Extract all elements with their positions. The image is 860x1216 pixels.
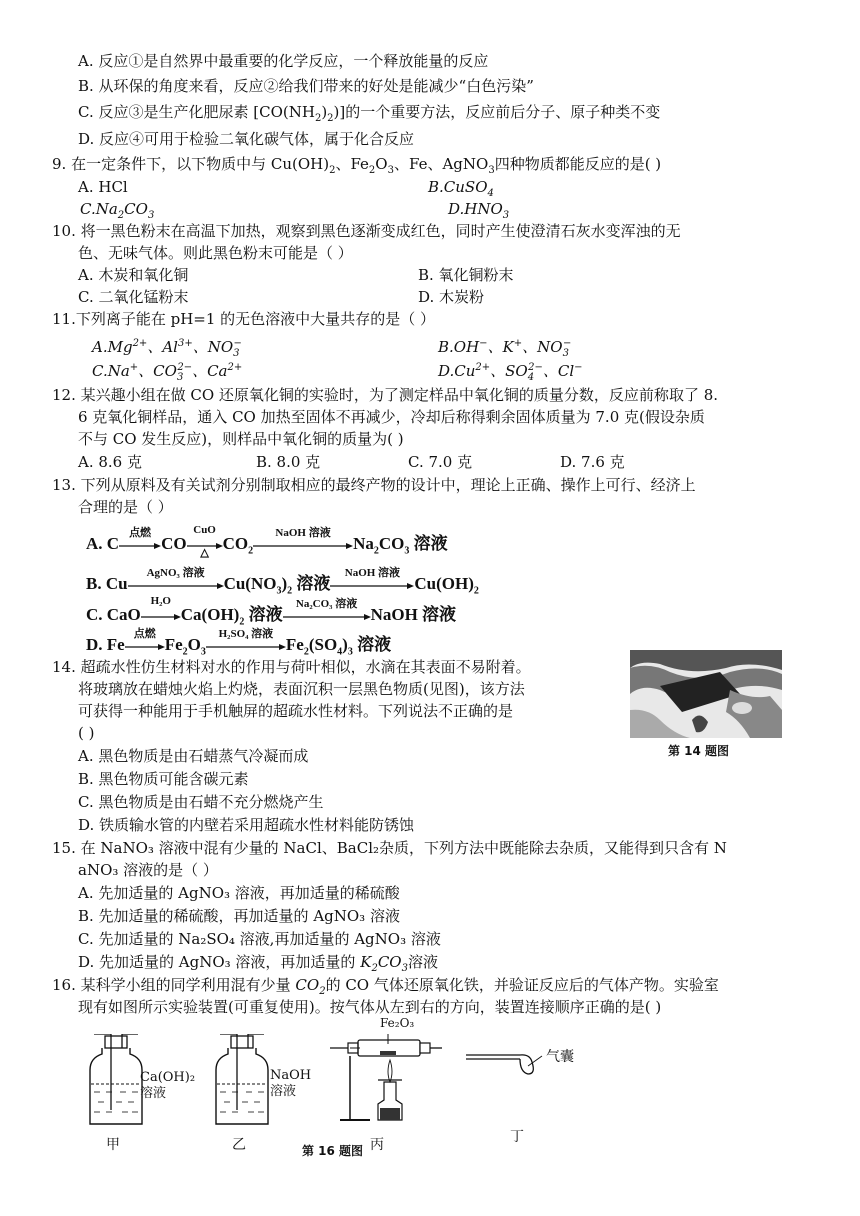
arrow: NaOH 溶液 (253, 538, 353, 552)
q11-option-d: $D.Cu^{2+}$、$SO_4^{2-}$、Cl− (438, 362, 583, 383)
arrow: AgNO₃ 溶液 (128, 578, 224, 592)
apparatus-jia-name: 甲 (106, 1137, 120, 1153)
q10-option-b: B. 氧化铜粉末 (418, 266, 514, 284)
q15-option-b: B. 先加适量的稀硫酸，再加适量的 AgNO₃ 溶液 (78, 907, 400, 925)
q15-option-d: D. 先加适量的 AgNO₃ 溶液，再加适量的 $K_2CO_3$溶液 (78, 953, 438, 974)
q9-option-d: $D.HNO_3$ (448, 200, 510, 221)
q12-option-c: C. 7.0 克 (408, 453, 473, 471)
q16-stem-line2: 现有如图所示实验装置(可重复使用)。按气体从左到右的方向，装置连接顺序正确的是( ) (78, 998, 662, 1016)
apparatus-yi-label: NaOH 溶液 (270, 1068, 312, 1099)
q10-stem-line2: 色、无味气体。则此黑色粉末可能是（ ） (78, 244, 353, 262)
apparatus-yi-name: 乙 (232, 1137, 246, 1153)
arrow: Na₂CO₃ 溶液 (283, 609, 371, 623)
q13-scheme-c: C. CaO H₂O $Ca(OH)_2$ 溶液 Na₂CO₃ 溶液 NaOH 溶液 (86, 595, 457, 628)
q13-scheme-b: B. Cu AgNO₃ 溶液 $Cu(NO_3)_2$ 溶液 NaOH 溶液 $Cu(OH)_2$ (86, 567, 479, 597)
q10-option-a: A. 木炭和氧化铜 (78, 266, 189, 284)
arrow: 点燃 (119, 538, 161, 552)
q12-stem-line1: 12. 某兴趣小组在做 CO 还原氧化铜的实验时，为了测定样品中氧化铜的质量分数，反应前称取了 8. (52, 386, 719, 404)
q10-option-d: D. 木炭粉 (418, 288, 485, 306)
q14-stem-line1: 14. 超疏水性仿生材料对水的作用与荷叶相似，水滴在其表面不易附着。 (52, 658, 531, 676)
arrow: NaOH 溶液 (330, 578, 414, 592)
apparatus-bing-tube (330, 1034, 442, 1126)
arrow: 点燃 (125, 639, 165, 653)
q16-stem-line1: 16. 某科学小组的同学利用混有少量 $CO_2$的 CO 气体还原氧化铁，并验证反应后的气体产物。实验室 (52, 976, 719, 997)
q12-option-b: B. 8.0 克 (256, 453, 321, 471)
q14-stem-line4: ( ) (78, 724, 95, 742)
q13-scheme-a: A. C 点燃 CO CuO △ $CO_2$ NaOH 溶液 $Na_2CO_3$ 溶液 (86, 524, 448, 560)
q15-option-c: C. 先加适量的 Na₂SO₄ 溶液,再加适量的 AgNO₃ 溶液 (78, 930, 441, 948)
q14-option-c: C. 黑色物质是由石蜡不充分燃烧产生 (78, 793, 324, 811)
q8-option-c: C. 反应③是生产化肥尿素 $[CO(NH_2)_2)$]的一个重要方法，反应前后分子、原子种类不变 (78, 103, 661, 124)
q8-option-b: B. 从环保的角度来看，反应②给我们带来的好处是能减少“白色污染” (78, 77, 534, 95)
apparatus-bing-name: 丙 (370, 1137, 384, 1153)
apparatus-ding-name: 丁 (510, 1129, 524, 1145)
q14-option-d: D. 铁质输水管的内壁若采用超疏水性材料能防锈蚀 (78, 816, 415, 834)
apparatus-ding-bag (466, 1048, 546, 1078)
apparatus-jia-label: Ca(OH)₂ 溶液 (140, 1070, 196, 1101)
q14-photo (630, 650, 782, 738)
q9-option-b: B.CuSO$_4$ (428, 178, 494, 199)
q13-scheme-d: D. Fe 点燃 $Fe_2O_3$ H₂SO₄ 溶液 $Fe_2(SO_4)_3$ 溶液 (86, 628, 392, 658)
arrow: H₂SO₄ 溶液 (206, 639, 286, 653)
apparatus-jia-bottle (86, 1034, 146, 1126)
q11-stem: 11.下列离子能在 pH=1 的无色溶液中大量共存的是（ ） (52, 310, 435, 328)
q11-option-c: C.Na+、$CO_3^{2-}$、$Ca^{2+}$ (92, 362, 243, 383)
q9-option-c: $C.Na_2CO_3$ (80, 200, 155, 221)
q14-option-b: B. 黑色物质可能含碳元素 (78, 770, 249, 788)
arrow: CuO △ (187, 538, 223, 552)
q13-stem-line1: 13. 下列从原料及有关试剂分别制取相应的最终产物的设计中，理论上正确、操作上可行、经济上 (52, 476, 696, 494)
q9-option-a: A. HCl (78, 178, 128, 196)
q14-stem-line2: 将玻璃放在蜡烛火焰上灼烧，表面沉积一层黑色物质(见图)，该方法 (78, 680, 525, 698)
q14-figure-caption: 第 14 题图 (668, 744, 730, 758)
q12-option-d: D. 7.6 克 (560, 453, 625, 471)
q10-option-c: C. 二氧化锰粉末 (78, 288, 189, 306)
q8-option-d: D. 反应④可用于检验二氧化碳气体，属于化合反应 (78, 130, 415, 148)
arrow: H₂O (141, 609, 181, 623)
q15-stem-line2: aNO₃ 溶液的是（ ） (78, 861, 218, 879)
q9-stem: 9. 在一定条件下，以下物质中与 $Cu(OH)_2$、$Fe_2O_3$、Fe、AgNO$_3$四种物质都能反应的是( ) (52, 155, 662, 176)
q13-stem-line2: 合理的是（ ） (78, 498, 173, 516)
q11-option-b: B.OH−、K+、$NO_3^-$ (438, 338, 572, 359)
q16-figure-caption: 第 16 题图 (302, 1144, 364, 1158)
q11-option-a: $A.Mg^{2+}$、$Al^{3+}$、$NO_3^-$ (92, 338, 242, 359)
apparatus-ding-label: 气囊 (546, 1049, 574, 1065)
apparatus-bing-label: Fe₂O₃ (380, 1016, 415, 1030)
q12-stem-line3: 不与 CO 发生反应)，则样品中氧化铜的质量为( ) (78, 430, 404, 448)
q12-option-a: A. 8.6 克 (78, 453, 142, 471)
q10-stem-line1: 10. 将一黑色粉末在高温下加热，观察到黑色逐渐变成红色，同时产生使澄清石灰水变浑浊的无 (52, 222, 681, 240)
q12-stem-line2: 6 克氧化铜样品，通入 CO 加热至固体不再减少，冷却后称得剩余固体质量为 7.0 克(假设杂质 (78, 408, 705, 426)
q14-option-a: A. 黑色物质是由石蜡蒸气冷凝而成 (78, 747, 309, 765)
apparatus-yi-bottle (212, 1034, 272, 1126)
q15-stem-line1: 15. 在 NaNO₃ 溶液中混有少量的 NaCl、BaCl₂杂质，下列方法中既能除去杂质，又能得到只含有 N (52, 839, 727, 857)
q15-option-a: A. 先加适量的 AgNO₃ 溶液，再加适量的稀硫酸 (78, 884, 400, 902)
q8-option-a: A. 反应①是自然界中最重要的化学反应，一个释放能量的反应 (78, 52, 489, 70)
q14-stem-line3: 可获得一种能用于手机触屏的超疏水性材料。下列说法不正确的是 (78, 702, 514, 720)
